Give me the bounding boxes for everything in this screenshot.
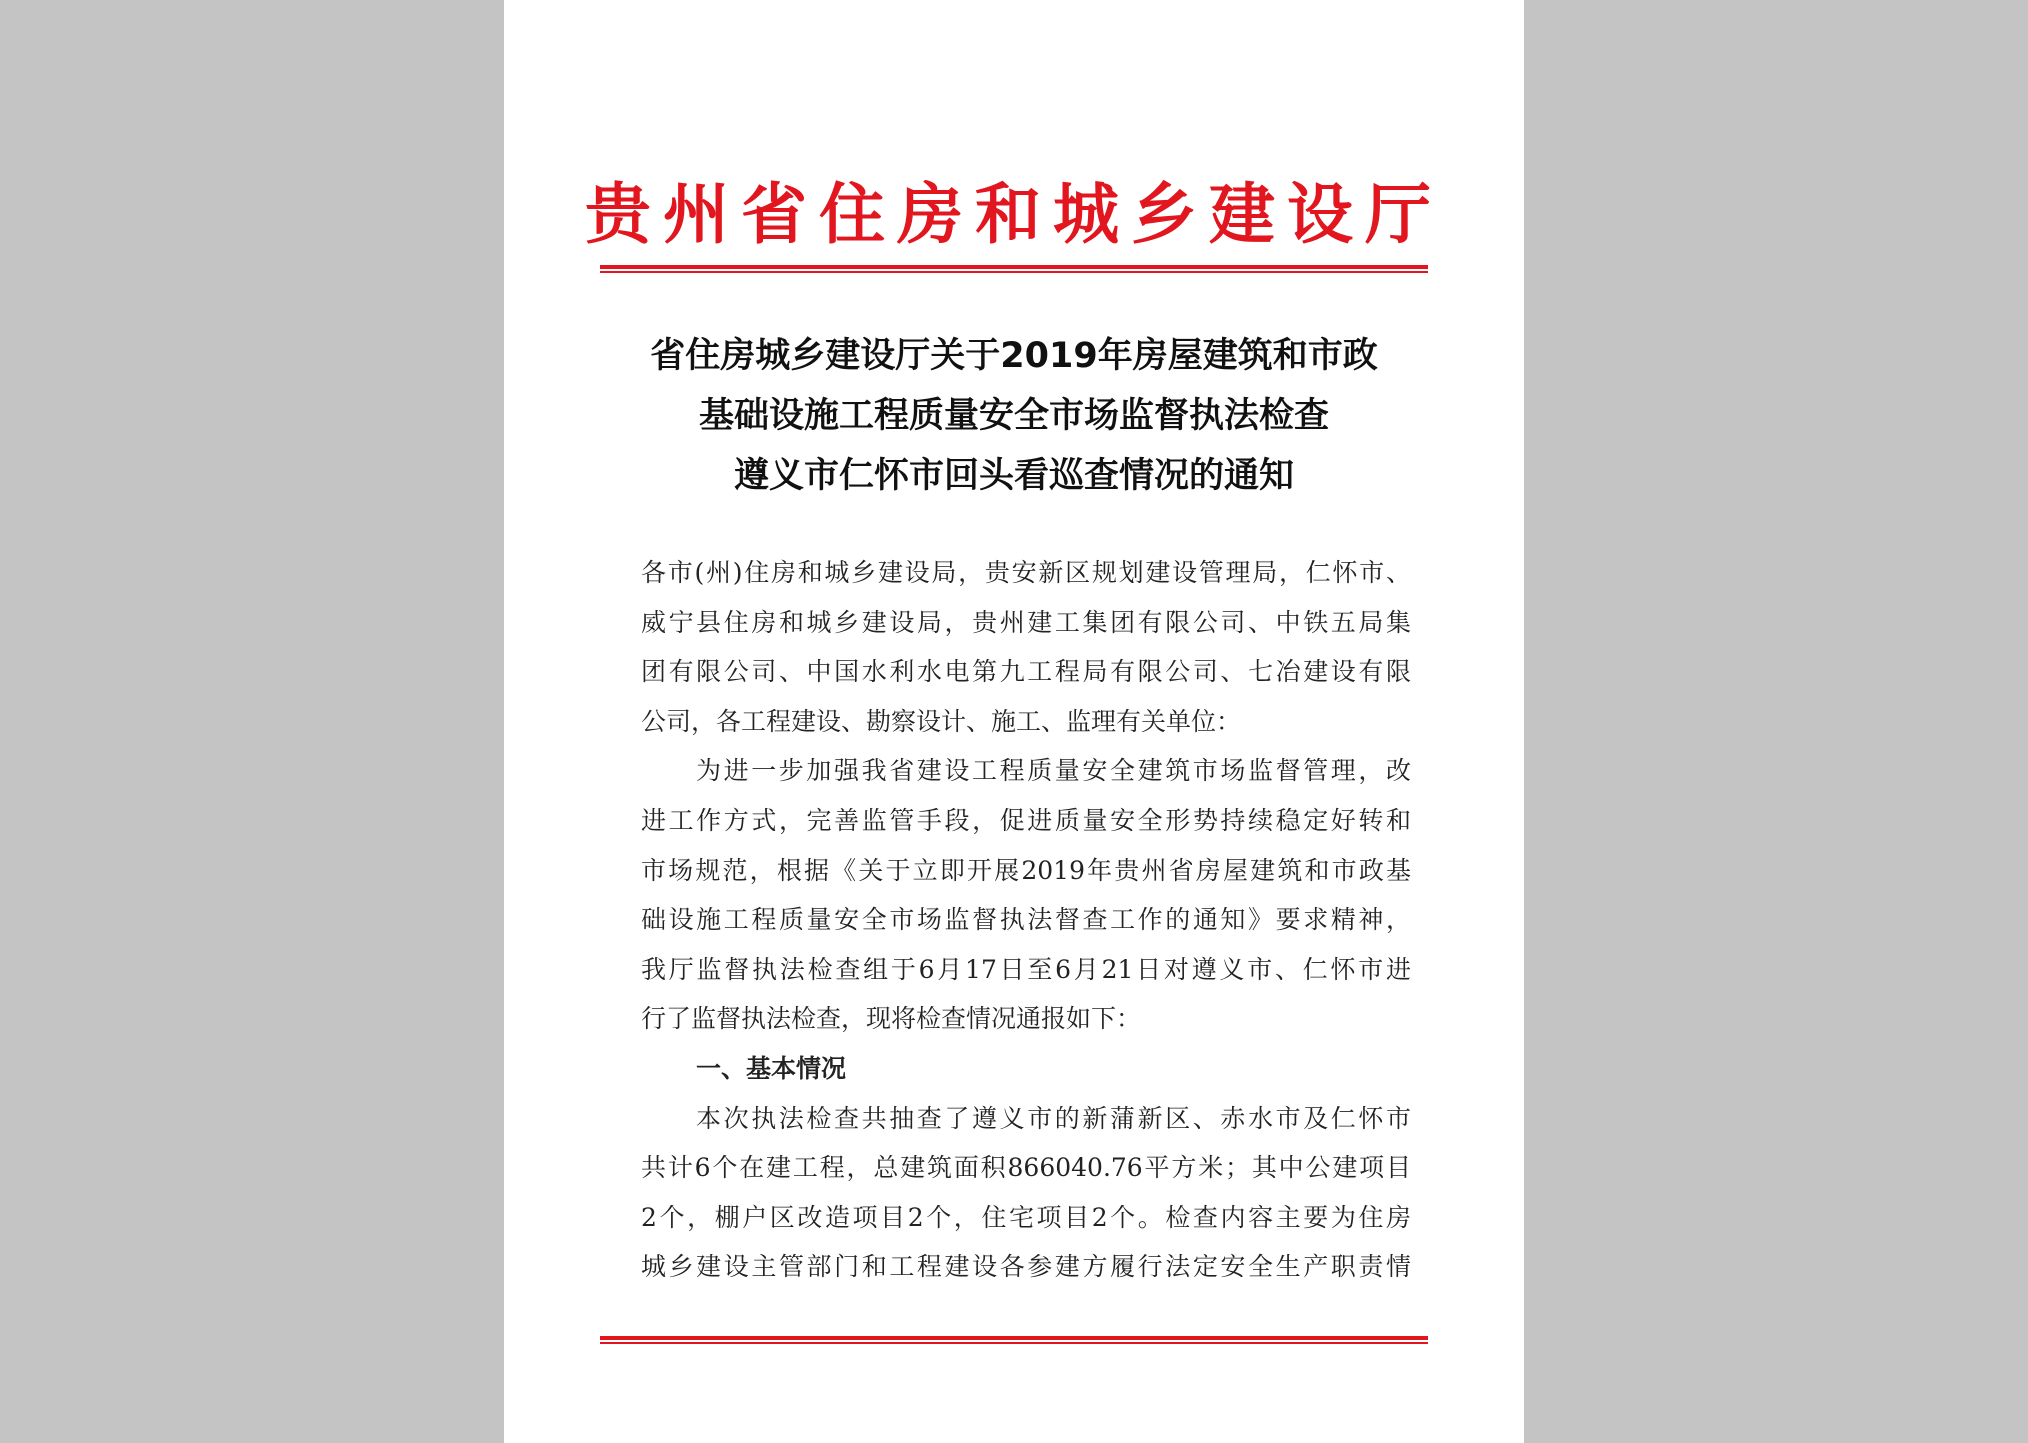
body-line: 进工作方式，完善监管手段，促进质量安全形势持续稳定好转和 bbox=[641, 805, 1411, 835]
document-title-line-1: 省住房城乡建设厅关于2019年房屋建筑和市政 bbox=[650, 336, 1378, 376]
document-title-line-3: 遵义市仁怀市回头看巡查情况的通知 bbox=[733, 456, 1294, 496]
body-line: 共计6个在建工程，总建筑面积866040.76平方米；其中公建项目 bbox=[641, 1153, 1411, 1183]
body-line: 2个，棚户区改造项目2个，住宅项目2个。检查内容主要为住房 bbox=[641, 1202, 1411, 1232]
body-line: 团有限公司、中国水利水电第九工程局有限公司、七冶建设有限 bbox=[641, 657, 1411, 687]
red-rule-top-thick bbox=[600, 265, 1428, 269]
body-line: 威宁县住房和城乡建设局，贵州建工集团有限公司、中铁五局集 bbox=[641, 607, 1411, 637]
red-rule-bottom-thick bbox=[600, 1336, 1428, 1340]
agency-title: 贵州省住房和城乡建设厅 bbox=[585, 176, 1443, 253]
document-page bbox=[504, 0, 1524, 1443]
body-line: 各市(州)住房和城乡建设局，贵安新区规划建设管理局，仁怀市、 bbox=[641, 558, 1411, 587]
red-rule-bottom-thin bbox=[600, 1342, 1428, 1344]
document-title bbox=[504, 326, 1524, 506]
body-line: 市场规范，根据《关于立即开展2019年贵州省房屋建筑和市政基 bbox=[641, 855, 1411, 885]
body-line: 为进一步加强我省建设工程质量安全建筑市场监督管理，改 bbox=[696, 756, 1411, 786]
red-rule-top-thin bbox=[600, 271, 1428, 273]
body-line: 城乡建设主管部门和工程建设各参建方履行法定安全生产职责情 bbox=[641, 1252, 1411, 1282]
section-heading: 一、基本情况 bbox=[696, 1053, 847, 1083]
body-line: 我厅监督执法检查组于6月17日至6月21日对遵义市、仁怀市进 bbox=[641, 954, 1411, 984]
document-title-line-2: 基础设施工程质量安全市场监督执法检查 bbox=[698, 396, 1329, 436]
body-line: 本次执法检查共抽查了遵义市的新蒲新区、赤水市及仁怀市 bbox=[696, 1103, 1411, 1133]
body-line: 础设施工程质量安全市场监督执法督查工作的通知》要求精神， bbox=[641, 905, 1411, 935]
body-line: 行了监督执法检查，现将检查情况通报如下： bbox=[641, 1004, 1142, 1034]
body-line: 公司，各工程建设、勘察设计、施工、监理有关单位： bbox=[641, 706, 1242, 736]
document-body bbox=[641, 548, 1411, 1292]
